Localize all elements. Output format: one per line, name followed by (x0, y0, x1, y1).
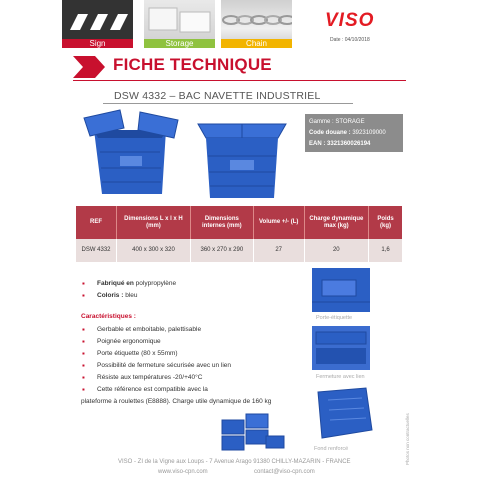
spec-table (76, 206, 402, 262)
cell-dimensions: 400 x 300 x 320 (117, 239, 191, 262)
photos-note-text: Photos non contractuelles (405, 413, 410, 465)
douane-label: Code douane : (309, 130, 351, 136)
header-charge: Charge dynamique max (kg) (304, 206, 369, 239)
list-item (82, 373, 203, 382)
gamme-label: Gamme : (309, 119, 334, 125)
header-volume: Volume +/- (L) (253, 206, 304, 239)
document-date: Date : 04/10/2018 (330, 37, 370, 43)
page-title: FICHE TECHNIQUE (113, 55, 272, 74)
header-ref: REF (76, 206, 117, 239)
title-divider (73, 80, 406, 81)
header-dimensions: Dimensions L x l x H (mm) (117, 206, 191, 239)
ean-label: EAN : (309, 141, 326, 147)
reinforced-base-image (314, 386, 374, 440)
list-item (82, 325, 202, 334)
douane-value: 3923109000 (352, 130, 386, 136)
cell-poids: 1,6 (369, 239, 402, 262)
bullet-icon: ▪ (82, 291, 85, 300)
list-item-text: Cette référence est compatible avec la (97, 386, 208, 393)
stacked-crates-image (220, 410, 286, 454)
reinforced-base-caption: Fond renforcé (314, 446, 349, 452)
cell-volume: 27 (253, 239, 304, 262)
bullet-icon: ▪ (82, 279, 85, 288)
viso-logo: VISO (325, 10, 375, 31)
material-item (82, 279, 177, 288)
footer-website[interactable]: www.viso-cpn.com (158, 469, 208, 475)
footer-email[interactable]: contact@viso-cpn.com (254, 469, 315, 475)
bullet-icon: ▪ (82, 385, 85, 394)
color-value: bleu (125, 292, 138, 299)
list-item-text: Résiste aux températures -20/+40°C (97, 374, 203, 381)
list-item-text: Poignée ergonomique (97, 338, 161, 345)
cell-dimensions-internes: 360 x 270 x 290 (190, 239, 253, 262)
footer-address: VISO - ZI de la Vigne aux Loups - 7 Avenue Arago 91380 CHILLY-MAZARIN - FRANCE (118, 459, 351, 465)
list-item-text: Porte étiquette (80 x 55mm) (97, 350, 178, 357)
open-crate-image (80, 108, 190, 198)
product-title: DSW 4332 – BAC NAVETTE INDUSTRIEL (114, 90, 321, 102)
gamme-value: STORAGE (335, 119, 365, 125)
color-label: Coloris : (97, 292, 124, 299)
cell-ref: DSW 4332 (76, 239, 117, 262)
header-poids: Poids (kg) (369, 206, 402, 239)
list-item-text: Possibilité de fermeture sécurisée avec un lien (97, 362, 232, 369)
label-holder-caption: Porte-étiquette (316, 315, 353, 321)
closure-image (312, 326, 370, 370)
title-arrow-icon (73, 56, 105, 78)
bullet-icon: ▪ (82, 361, 85, 370)
ean-value: 3321360026194 (327, 141, 371, 147)
tab-sign[interactable]: Sign (62, 39, 133, 48)
label-holder-image (312, 268, 370, 312)
material-label: Fabriqué en (97, 280, 134, 287)
list-item (82, 337, 161, 346)
photos-note (404, 395, 410, 465)
bullet-icon: ▪ (82, 373, 85, 382)
material-value: polypropylène (135, 280, 177, 287)
table-row (76, 239, 402, 262)
tab-chain[interactable]: Chain (221, 39, 292, 48)
list-item (82, 361, 232, 370)
list-item (82, 349, 178, 358)
list-item (82, 385, 208, 394)
product-title-divider (103, 103, 353, 104)
characteristics-title: Caractéristiques : (81, 313, 136, 320)
bullet-icon: ▪ (82, 349, 85, 358)
closure-caption: Fermeture avec lien (316, 374, 365, 380)
list-item-text: Gerbable et emboitable, palettisable (97, 326, 202, 333)
closed-crate-image (192, 110, 292, 202)
bullet-icon: ▪ (82, 337, 85, 346)
spec-table-header-row (76, 206, 402, 239)
list-item-continuation: plateforme à roulettes (E8888). Charge utile dynamique de 160 kg (81, 398, 272, 405)
product-info-box (305, 114, 403, 152)
bullet-icon: ▪ (82, 325, 85, 334)
tab-storage[interactable]: Storage (144, 39, 215, 48)
color-item (82, 291, 138, 300)
cell-charge: 20 (304, 239, 369, 262)
header-dimensions-internes: Dimensions internes (mm) (190, 206, 253, 239)
